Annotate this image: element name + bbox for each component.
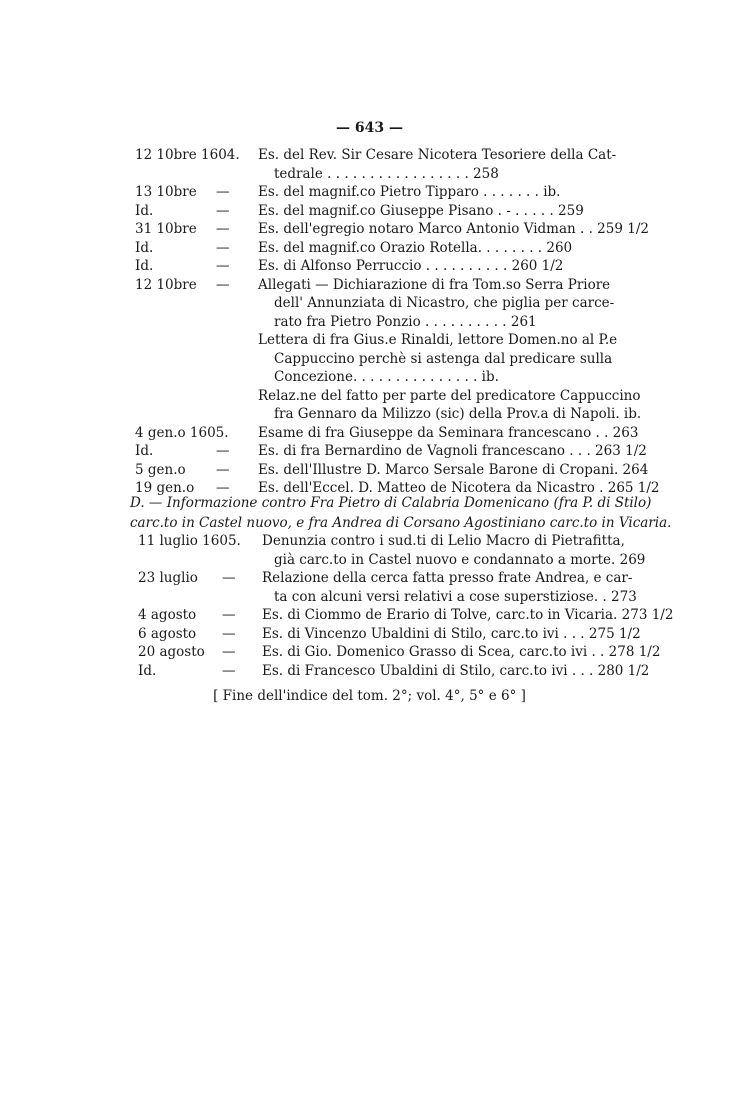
- entry-dash: —: [216, 184, 230, 200]
- entry-date: 11 luglio 1605.: [138, 533, 241, 549]
- entry-dash: —: [222, 607, 236, 623]
- entry-text-line: Cappuccino perchè si astenga dal predicare sulla: [274, 350, 613, 367]
- entry-text-line: Es. del magnif.co Orazio Rotella. . . . . . . . 260: [258, 239, 573, 256]
- entry-text-line: Es. di Alfonso Perruccio . . . . . . . . . . 260 1/2: [258, 258, 564, 274]
- entry-date: 5 gen.o: [135, 461, 186, 478]
- entry-date: 6 agosto: [138, 625, 197, 642]
- entry-text-line: Lettera di fra Gius.e Rinaldi, lettore Domen.no al P.e: [258, 332, 618, 348]
- entry-text-line: ta con alcuni versi relativi a cose superstiziose. . 273: [274, 588, 637, 605]
- entry-date: 4 gen.o 1605.: [135, 424, 229, 441]
- section-d-heading-line: carc.to in Castel nuovo, e fra Andrea di Corsano Agostiniano carc.to in Vicaria.: [130, 515, 672, 531]
- entry-text-line: Es. del magnif.co Pietro Tipparo . . . . . . . ib.: [258, 184, 561, 200]
- section-d-heading-line: D. — Informazione contro Fra Pietro di Calabria Domenicano (fra P. di Stilo): [130, 495, 652, 511]
- entry-date: 20 agosto: [138, 644, 205, 660]
- entry-text-line: tedrale . . . . . . . . . . . . . . . . . 258: [274, 165, 499, 182]
- entry-text-line: Es. dell'egregio notaro Marco Antonio Vidman . . 259 1/2: [258, 221, 649, 237]
- entry-text-line: Es. del magnif.co Giuseppe Pisano . - . . . . . 259: [258, 202, 584, 219]
- entry-text-line: fra Gennaro da Milizzo (sic) della Prov.a di Napoli. ib.: [274, 406, 642, 422]
- entry-text-line: Es. dell'Eccel. D. Matteo de Nicotera da Nicastro . 265 1/2: [258, 480, 660, 496]
- entry-text-line: Relaz.ne del fatto per parte del predicatore Cappuccino: [258, 387, 641, 404]
- entry-dash: —: [216, 480, 230, 496]
- entry-text-line: Es. di Vincenzo Ubaldini di Stilo, carc.to ivi . . . 275 1/2: [262, 625, 641, 642]
- entry-date: 31 10bre: [135, 221, 197, 237]
- entry-text-line: dell' Annunziata di Nicastro, che piglia per carce-: [274, 295, 615, 311]
- entry-text-line: Es. dell'Illustre D. Marco Sersale Barone di Cropani. 264: [258, 461, 649, 478]
- entry-text-line: Es. di Francesco Ubaldini di Stilo, carc.to ivi . . . 280 1/2: [262, 662, 650, 679]
- entry-date: 12 10bre: [135, 276, 197, 293]
- entry-text-line: Es. di fra Bernardino de Vagnoli francescano . . . 263 1/2: [258, 443, 647, 459]
- entry-date: Id.: [135, 202, 154, 219]
- entry-date: 19 gen.o: [135, 480, 195, 496]
- entry-text-line: Relazione della cerca fatta presso frate Andrea, e car-: [262, 570, 633, 586]
- entry-text-line: già carc.to in Castel nuovo e condannato a morte. 269: [274, 551, 646, 568]
- entry-dash: —: [216, 276, 230, 293]
- entry-text-line: rato fra Pietro Ponzio . . . . . . . . . . 261: [274, 313, 537, 330]
- entry-dash: —: [222, 644, 236, 660]
- entry-date: Id.: [138, 662, 157, 679]
- entry-date: 13 10bre: [135, 184, 197, 200]
- entry-text-line: Es. del Rev. Sir Cesare Nicotera Tesoriere della Cat-: [258, 147, 617, 163]
- entry-dash: —: [216, 258, 230, 274]
- entry-date: Id.: [135, 443, 154, 459]
- entry-dash: —: [216, 443, 230, 459]
- entry-dash: —: [222, 625, 236, 642]
- entry-date: 4 agosto: [138, 607, 197, 623]
- entry-dash: —: [222, 570, 236, 586]
- entry-date: Id.: [135, 239, 154, 256]
- entry-dash: —: [216, 202, 230, 219]
- entry-dash: —: [216, 239, 230, 256]
- entry-dash: —: [216, 221, 230, 237]
- entry-text-line: Es. di Gio. Domenico Grasso di Scea, carc.to ivi . . 278 1/2: [262, 644, 661, 660]
- entry-dash: —: [222, 662, 236, 679]
- entry-text-line: Es. di Ciommo de Erario di Tolve, carc.to in Vicaria. 273 1/2: [262, 607, 674, 623]
- entry-text-line: Denunzia contro i sud.ti di Lelio Macro di Pietrafitta,: [262, 533, 625, 549]
- index-footer: [ Fine dell'indice del tom. 2°; vol. 4°, 5° e 6° ]: [213, 688, 526, 704]
- entry-text-line: Concezione. . . . . . . . . . . . . . . ib.: [274, 369, 499, 385]
- entry-date: Id.: [135, 258, 154, 274]
- entry-date: 23 luglio: [138, 570, 198, 586]
- entry-date: 12 10bre 1604.: [135, 147, 240, 163]
- entry-dash: —: [216, 461, 230, 478]
- entry-text-line: Allegati — Dichiarazione di fra Tom.so Serra Priore: [258, 276, 611, 293]
- entry-text-line: Esame di fra Giuseppe da Seminara francescano . . 263: [258, 424, 639, 441]
- page-number: — 643 —: [336, 120, 403, 136]
